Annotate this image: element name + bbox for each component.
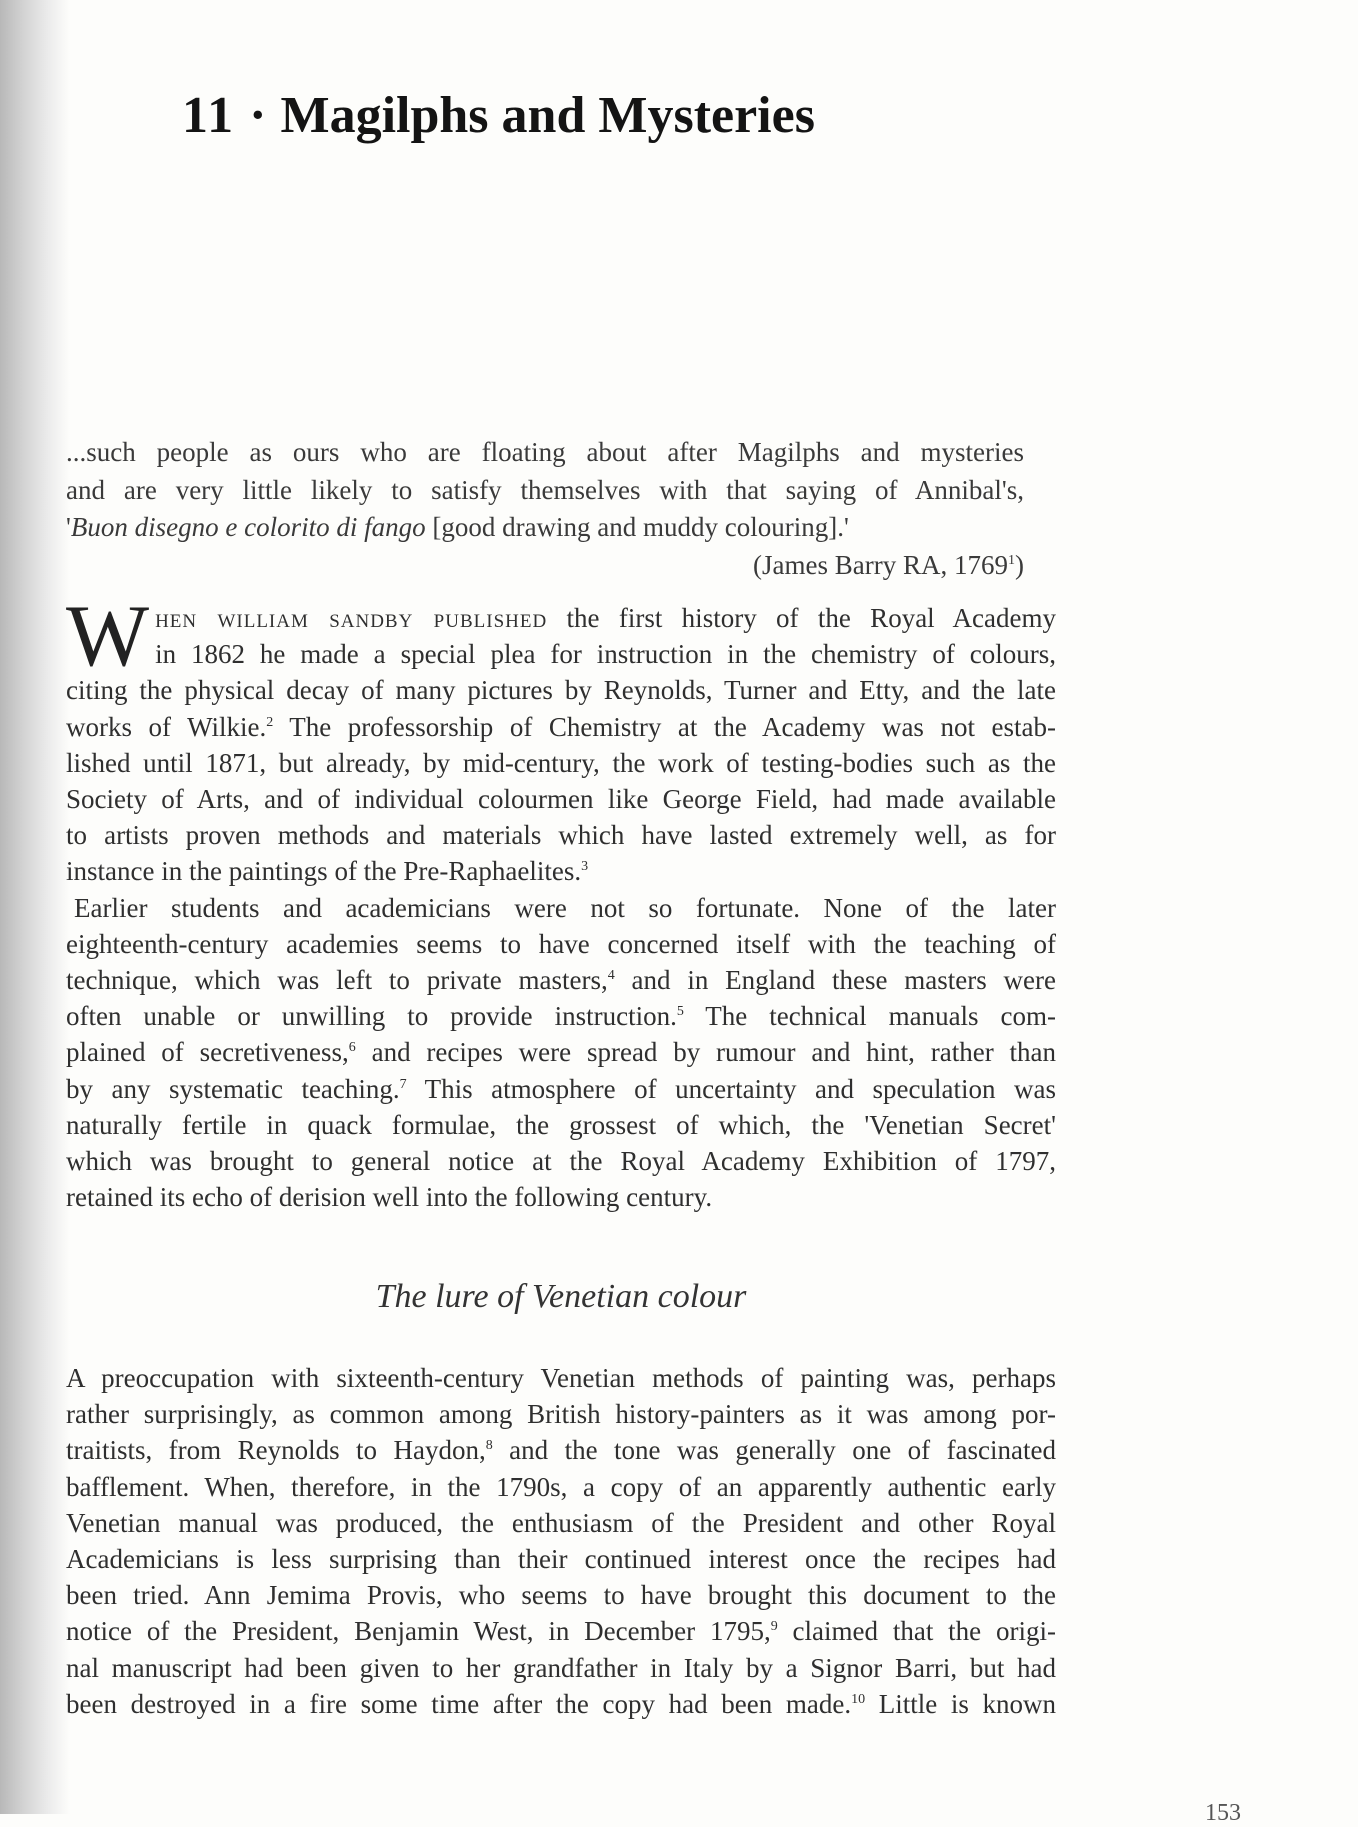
footnote-ref: 6 — [348, 1040, 356, 1056]
line-text: Little is known — [865, 1688, 1056, 1719]
text-line: to artists proven methods and materials which have lasted extremely well, as for — [66, 820, 1056, 851]
text-line: been tried. Ann Jemima Provis, who seems to have brought this document to the — [66, 1580, 1056, 1611]
text-line: bafflement. When, therefore, in the 1790s, a copy of an apparently authentic early — [66, 1471, 1056, 1502]
line-text: and in England these masters were — [614, 965, 1056, 996]
line-text: The professorship of Chemistry at the Academy was not estab- — [273, 711, 1056, 742]
open-quote: ' — [66, 512, 71, 542]
chapter-title — [182, 86, 815, 145]
text-line: which was brought to general notice at the Royal Academy Exhibition of 1797, — [66, 1146, 1056, 1177]
section-heading: The lure of Venetian colour — [375, 1278, 747, 1315]
footnote-ref: 3 — [581, 859, 589, 875]
book-gutter-shadow — [0, 0, 70, 1814]
drop-cap: W — [66, 588, 150, 685]
footnote-ref: 9 — [770, 1619, 778, 1635]
line-text: the first history of the Royal Academy — [547, 603, 1056, 633]
epigraph-translation: [good drawing and muddy colouring].' — [425, 512, 849, 542]
text-line: nal manuscript had been given to her grandfather in Italy by a Signor Barri, but had — [66, 1652, 1056, 1683]
chapter-number: 11 — [182, 87, 236, 144]
italian-quote: Buon disegno e colorito di fango — [70, 512, 426, 542]
text-line: Society of Arts, and of individual colourmen like George Field, had made available — [66, 784, 1056, 815]
line-text: traitists, from Reynolds to Haydon, — [66, 1435, 486, 1466]
text-line: Academicians is less surprising than their continued interest once the recipes had — [66, 1544, 1056, 1575]
text-line: eighteenth-century academies seems to have concerned itself with the teaching of — [66, 928, 1056, 959]
text-line — [66, 1034, 1056, 1070]
footnote-ref: 7 — [399, 1076, 407, 1092]
text-line — [66, 1432, 1056, 1468]
footnote-ref: 4 — [607, 968, 615, 984]
book-page — [66, 0, 1066, 1814]
epigraph-line: ...such people as ours who are floating about after Magilphs and mysteries — [66, 437, 1024, 467]
line-text: plained of secretiveness, — [66, 1037, 349, 1068]
footnote-ref: 2 — [266, 714, 274, 730]
chapter-title-text: Magilphs and Mysteries — [280, 87, 815, 144]
small-caps-opening: hen william sandby published — [155, 603, 548, 633]
text-line: Venetian manual was produced, the enthusiasm of the President and other Royal — [66, 1507, 1056, 1538]
footnote-ref: 5 — [676, 1004, 684, 1020]
text-line — [66, 853, 1056, 889]
line-text: The technical manuals com- — [683, 1001, 1056, 1032]
footnote-ref: 8 — [485, 1438, 493, 1454]
text-line — [66, 1071, 1056, 1107]
epigraph-attribution — [66, 547, 1024, 585]
text-line — [66, 709, 1056, 745]
text-line: in 1862 he made a special plea for instruction in the chemistry of colours, — [155, 639, 1056, 670]
text-line: Earlier students and academicians were not so fortunate. None of the later — [74, 892, 1056, 923]
epigraph — [66, 434, 1024, 584]
text-line — [66, 1686, 1056, 1722]
text-line: naturally fertile in quack formulae, the grossest of which, the 'Venetian Secret' — [66, 1109, 1056, 1140]
line-text: This atmosphere of uncertainty and speculation was — [406, 1073, 1056, 1104]
line-text: by any systematic teaching. — [66, 1073, 400, 1104]
line-text: technique, which was left to private masters, — [66, 965, 608, 996]
body-text-part-1 — [66, 588, 1056, 1215]
title-separator: · — [249, 87, 267, 144]
footnote-ref: 1 — [1008, 552, 1015, 568]
attribution-close: ) — [1015, 549, 1024, 580]
text-line: rather surprisingly, as common among British history-painters as it was among por- — [66, 1399, 1056, 1430]
line-text: works of Wilkie. — [66, 711, 267, 742]
page-number: 153 — [1205, 1800, 1241, 1826]
text-line: A preoccupation with sixteenth-century Venetian methods of painting was, perhaps — [66, 1363, 1056, 1393]
text-line — [66, 998, 1056, 1034]
line-text: and recipes were spread by rumour and hint, rather than — [355, 1037, 1056, 1068]
attribution-text: (James Barry RA, 1769 — [753, 549, 1008, 580]
line-text: been destroyed in a fire some time after the copy had been made. — [66, 1688, 852, 1719]
line-text: instance in the paintings of the Pre-Raphaelites. — [66, 856, 582, 887]
line-text: and the tone was generally one of fascinated — [492, 1435, 1057, 1466]
text-line — [66, 962, 1056, 998]
text-line — [66, 1613, 1056, 1649]
text-line: lished until 1871, but already, by mid-century, the work of testing-bodies such as the — [66, 747, 1056, 778]
text-line: citing the physical decay of many pictures by Reynolds, Turner and Etty, and the late — [66, 675, 1056, 706]
epigraph-line: and are very little likely to satisfy themselves with that saying of Annibal's, — [66, 474, 1024, 505]
body-text-part-2 — [66, 1360, 1056, 1722]
footnote-ref: 10 — [851, 1691, 866, 1707]
line-text: claimed that the origi- — [777, 1616, 1057, 1647]
epigraph-line — [66, 509, 1024, 547]
line-text: often unable or unwilling to provide instruction. — [66, 1001, 677, 1032]
line-text: notice of the President, Benjamin West, in December 1795, — [66, 1616, 771, 1647]
text-line: retained its echo of derision well into the following century. — [66, 1182, 713, 1213]
text-line — [66, 600, 1056, 636]
